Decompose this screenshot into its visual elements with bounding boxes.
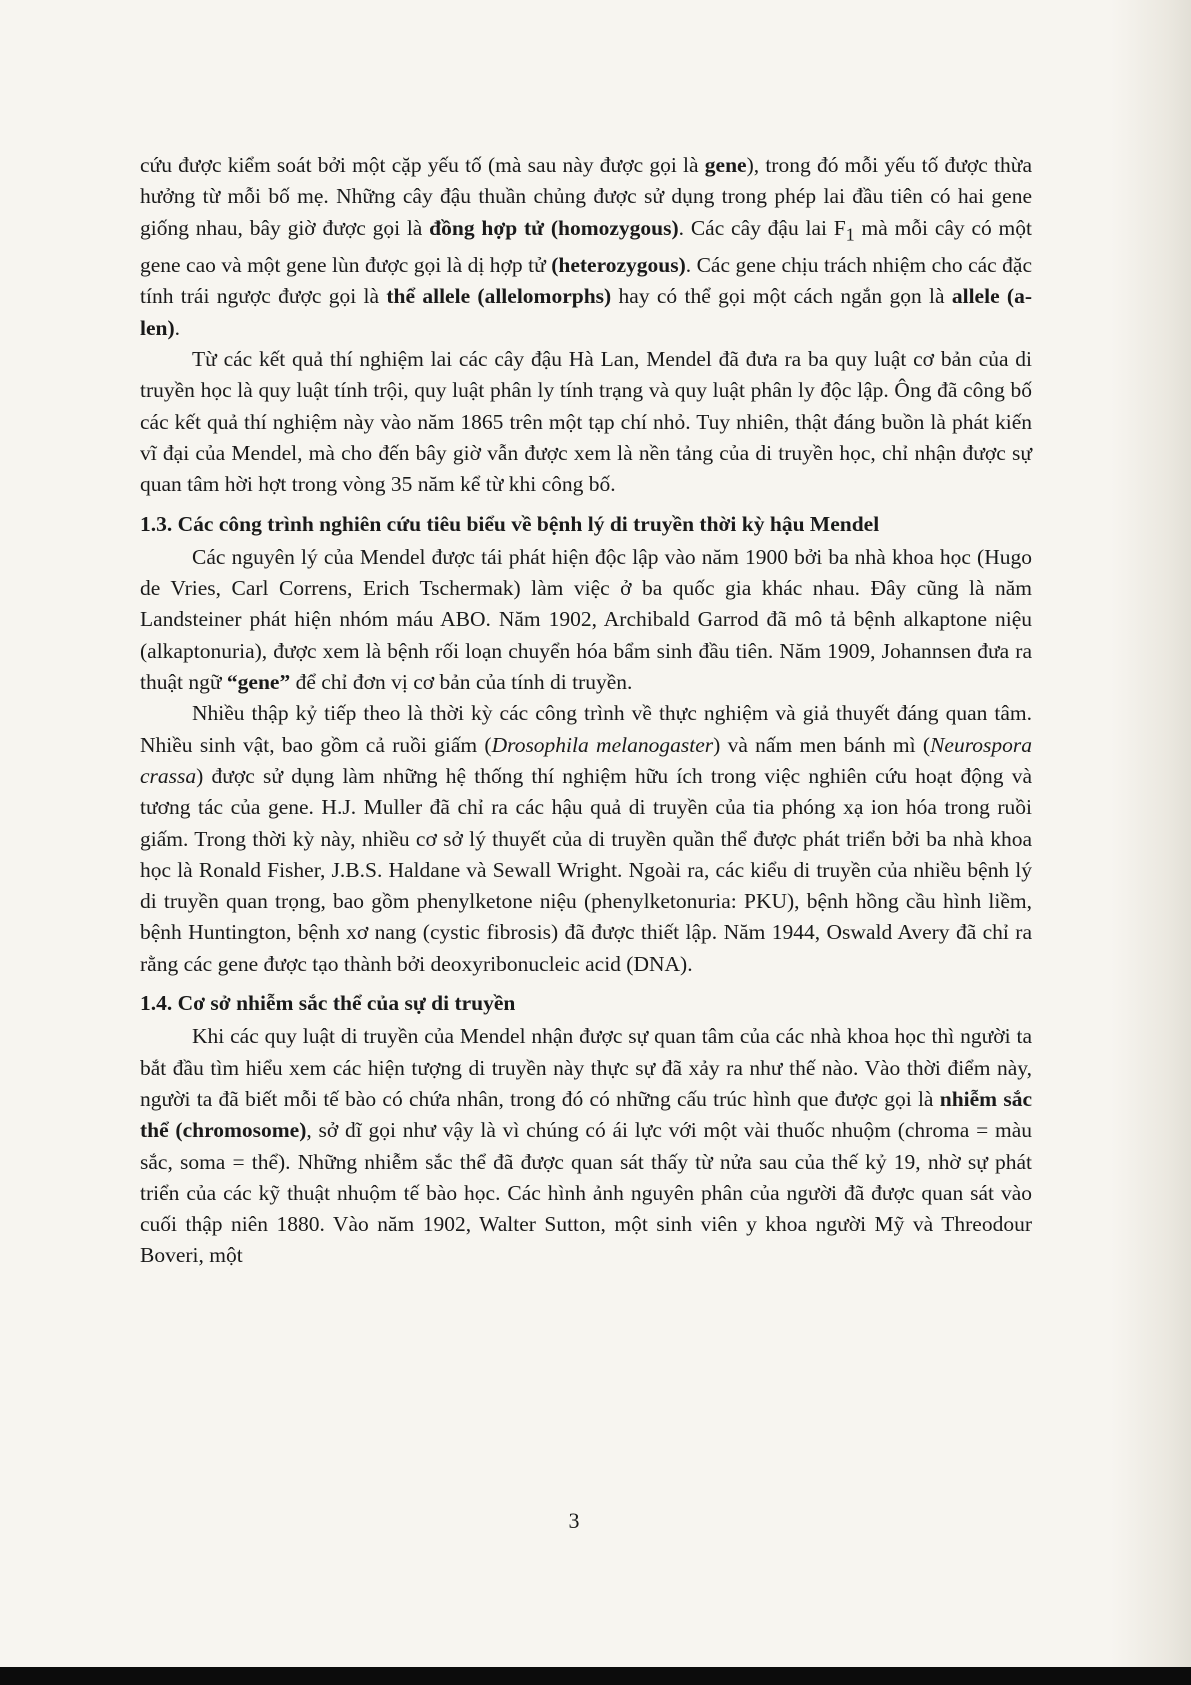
paragraph-chromosome-basis: Khi các quy luật di truyền của Mendel nhận được sự quan tâm của các nhà khoa học thì người ta bắt đầu tìm hiểu xem các hiện tượng di truyền này thực sự đã xảy ra như thế nào. Vào thời điểm này, người ta đã biết mỗi tế bào có chứa nhân, trong đó có những cấu trúc hình que được gọi là nhiễm sắc thể (chromosome), sở dĩ gọi như vậy là vì chúng có ái lực với một vài thuốc nhuộm (chroma = màu sắc, soma = thể). Những nhiễm sắc thể đã được quan sát thấy từ nửa sau của thế kỷ 19, nhờ sự phát triển của các kỹ thuật nhuộm tế bào học. Các hình ảnh nguyên phân của người đã được quan sát vào cuối thập niên 1880. Vào năm 1902, Walter Sutton, một sinh viên y khoa người Mỹ và Threodour Boveri, một <box>140 1024 1032 1268</box>
page-number: 3 <box>568 1508 580 1533</box>
f1-subscript: 1 <box>845 223 855 244</box>
term-chromosome: nhiễm sắc thể (chromosome) <box>140 1086 1032 1143</box>
paragraph-mendel-laws: Từ các kết quả thí nghiệm lai các cây đậu Hà Lan, Mendel đã đưa ra ba quy luật cơ bản của di truyền học là quy luật tính trội, quy luật phân ly tính trạng và quy luật phân ly độc lập. Ông đã công bố các kết quả thí nghiệm này vào năm 1865 trên một tạp chí nhỏ. Tuy nhiên, thật đáng buồn là phát kiến vĩ đại của Mendel, mà cho đến bây giờ vẫn được xem là nền tảng của di truyền học, chỉ nhận được sự quan tâm hời hợt trong vòng 35 năm kể từ khi công bố. <box>140 347 1032 497</box>
term-gene: gene <box>704 153 747 177</box>
term-heterozygous: (heterozygous) <box>551 253 686 278</box>
document-body <box>140 150 1032 1272</box>
paragraph-experimental-era: Nhiều thập kỷ tiếp theo là thời kỳ các công trình về thực nghiệm và giả thuyết đáng quan tâm. Nhiều sinh vật, bao gồm cả ruồi giấm (Drosophila melanogaster) và nấm men bánh mì (Neurospora crassa) được sử dụng làm những hệ thống thí nghiệm hữu ích trong việc nghiên cứu hoạt động và tương tác của gene. H.J. Muller đã chỉ ra các hậu quả di truyền của tia phóng xạ ion hóa trong ruồi giấm. Trong thời kỳ này, nhiều cơ sở lý thuyết của di truyền quần thể được phát triển bởi ba nhà khoa học là Ronald Fisher, J.B.S. Haldane và Sewall Wright. Ngoài ra, các kiểu di truyền của nhiều bệnh lý di truyền quan trọng, bao gồm phenylketone niệu (phenylketonuria: PKU), bệnh hồng cầu hình liềm, bệnh Huntington, bệnh xơ nang (cystic fibrosis) đã được thiết lập. Năm 1944, Oswald Avery đã chỉ ra rằng các gene được tạo thành bởi deoxyribonucleic acid (DNA). <box>140 701 1032 976</box>
section-heading-1-3: 1.3. Các công trình nghiên cứu tiêu biểu về bệnh lý di truyền thời kỳ hậu Mendel <box>140 511 880 536</box>
paragraph-continuation: cứu được kiểm soát bởi một cặp yếu tố (mà sau này được gọi là gene), trong đó mỗi yếu tố được thừa hưởng từ mỗi bố mẹ. Những cây đậu thuần chủng được sử dụng trong phép lai đầu tiên có hai gene giống nhau, bây giờ được gọi là đồng hợp tử (homozygous). Các cây đậu lai $F_1$ mà mỗi cây có một gene cao và một gene lùn được gọi là dị hợp tử (heterozygous). Các gene chịu trách nhiệm cho các đặc tính trái ngược được gọi là thể allele (allelomorphs) hay có thể gọi một cách ngắn gọn là allele (a-len). <box>140 153 1033 340</box>
term-homozygous: đồng hợp tử (homozygous) <box>429 215 679 240</box>
page-edge-shadow <box>1111 0 1191 1685</box>
paragraph-rediscovery: Các nguyên lý của Mendel được tái phát hiện độc lập vào năm 1900 bởi ba nhà khoa học (Hugo de Vries, Carl Correns, Erich Tschermak) làm việc ở ba quốc gia khác nhau. Đây cũng là năm Landsteiner phát hiện nhóm máu ABO. Năm 1902, Archibald Garrod đã mô tả bệnh alkaptone niệu (alkaptonuria), được xem là bệnh rối loạn chuyển hóa bẩm sinh đầu tiên. Năm 1909, Johannsen đưa ra thuật ngữ “gene” để chỉ đơn vị cơ bản của tính di truyền. <box>140 544 1032 695</box>
term-allelomorphs: thể allele (allelomorphs) <box>386 284 612 309</box>
species-drosophila: Drosophila melanogaster <box>491 732 714 757</box>
term-gene-quoted: “gene” <box>226 670 291 695</box>
term-allele: allele (a-len) <box>140 284 1033 340</box>
species-neurospora: Neurospora crassa <box>140 732 1032 788</box>
scan-bottom-edge <box>0 1667 1191 1685</box>
section-heading-1-4: 1.4. Cơ sở nhiễm sắc thể của sự di truyền <box>140 991 516 1016</box>
